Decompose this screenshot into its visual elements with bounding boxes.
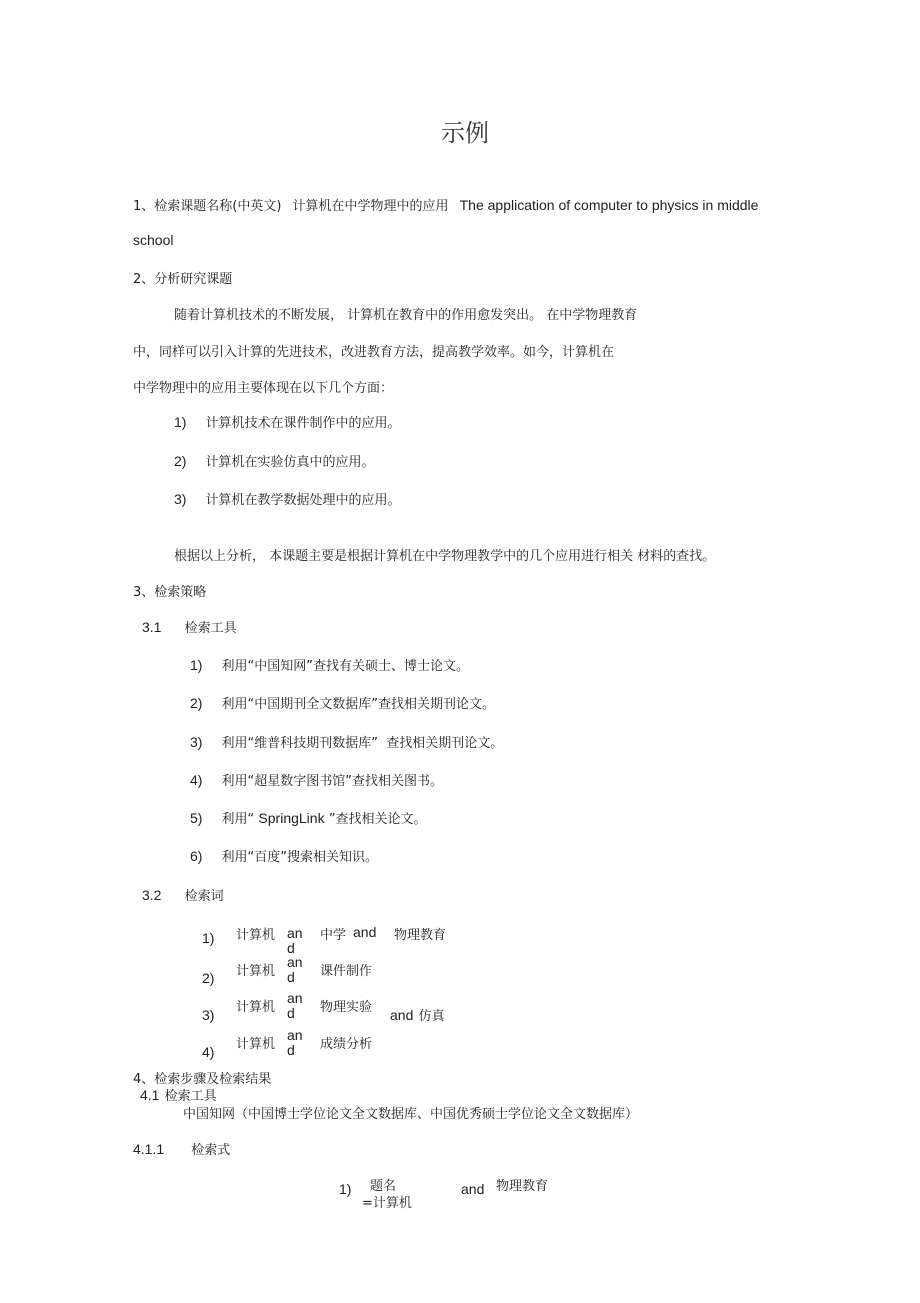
application-item (174, 451, 375, 470)
item-text: 计算机技术在课件制作中的应用。 (205, 416, 401, 431)
term-a: 计算机 (236, 964, 276, 979)
formula-number: 1) (339, 1181, 352, 1197)
tool-item (190, 693, 495, 712)
tool-item (190, 655, 469, 674)
operator-top: an (287, 954, 303, 970)
subsection-3-2 (142, 885, 224, 904)
term-a: 计算机 (236, 1037, 276, 1052)
subsection-4-1-1 (133, 1139, 230, 1158)
item-text: 利用“中国知网”查找有关硕士、博士论文。 (221, 659, 470, 674)
subsection-label: 检索式 (191, 1143, 231, 1158)
section-1-label: 1、检索课题名称(中英文) (133, 199, 282, 214)
application-item (174, 412, 401, 431)
term-number: 3) (202, 1007, 215, 1023)
term-operator (287, 1028, 303, 1058)
subsection-label: 检索词 (184, 889, 224, 904)
item-text-tail: ”查找相关论文。 (324, 812, 427, 827)
subsection-number: 4.1.1 (133, 1141, 165, 1157)
formula-term: 物理教育 (496, 1179, 549, 1194)
item-text: 利用“超星数字图书馆”查找相关图书。 (221, 774, 444, 789)
analysis-paragraph-line-1: 随着计算机技术的不断发展， 计算机在教育中的作用愈发突出。 在中学物理教育 (174, 308, 638, 323)
section-4-heading: 4、检索步骤及检索结果 (133, 1072, 272, 1087)
term-number: 4) (202, 1044, 215, 1060)
item-number: 3) (190, 734, 203, 750)
item-text: 计算机在教学数据处理中的应用。 (205, 493, 401, 508)
term-a: 计算机 (236, 928, 276, 943)
tool-item (190, 808, 426, 827)
section-2-heading: 2、分析研究课题 (133, 272, 233, 287)
term-a: 计算机 (236, 1000, 276, 1015)
operator-bottom: d (287, 969, 295, 985)
term-operator (287, 955, 303, 985)
subsection-label: 检索工具 (164, 1089, 217, 1104)
term-b: 成绩分析 (320, 1037, 373, 1052)
search-tool-description: 中国知网（中国博士学位论文全文数据库、中国优秀硕士学位论文全文数据库） (183, 1107, 639, 1122)
item-text: 利用“ (221, 812, 259, 827)
term-b: 物理实验 (320, 1000, 373, 1015)
analysis-conclusion: 根据以上分析， 本课题主要是根据计算机在中学物理教学中的几个应用进行相关 材料的查找。 (174, 549, 716, 564)
formula-operator: and (461, 1181, 485, 1197)
term-b: 中学 (320, 928, 347, 943)
section-1-cn-title: 计算机在中学物理中的应用 (292, 199, 449, 214)
term-and: and (353, 924, 377, 940)
term-c: 仿真 (418, 1009, 445, 1024)
term-and: and (390, 1007, 414, 1023)
analysis-paragraph-line-3: 中学物理中的应用主要体现在以下几个方面： (133, 381, 394, 396)
item-text: 利用“维普科技期刊数据库” 查找相关期刊论文。 (221, 736, 504, 751)
item-number: 3) (174, 491, 187, 507)
operator-bottom: d (287, 1005, 295, 1021)
subsection-4-1 (140, 1085, 217, 1104)
operator-bottom: d (287, 940, 295, 956)
formula-field: 题名 (370, 1179, 397, 1194)
item-text: 利用“百度”搜索相关知识。 (221, 850, 379, 865)
operator-bottom: d (287, 1042, 295, 1058)
analysis-paragraph-line-2: 中，同样可以引入计算的先进技术，改进教育方法，提高教学效率。如今，计算机在 (133, 345, 615, 360)
item-text: 计算机在实验仿真中的应用。 (205, 455, 375, 470)
term-number: 1) (202, 930, 215, 946)
item-number: 4) (190, 772, 203, 788)
section-3-heading: 3、检索策略 (133, 585, 207, 600)
item-text: 利用“中国期刊全文数据库”查找相关期刊论文。 (221, 697, 496, 712)
tool-item (190, 846, 378, 865)
subsection-number: 3.1 (142, 619, 162, 635)
item-number: 2) (174, 453, 187, 469)
operator-top: an (287, 990, 303, 1006)
subsection-label: 检索工具 (184, 621, 237, 636)
term-and-c (390, 1005, 444, 1024)
formula-value: =计算机 (362, 1196, 412, 1211)
subsection-number: 3.2 (142, 887, 162, 903)
section-1-en-title: The application of computer to physics in middle (459, 197, 759, 213)
operator-top: an (287, 925, 303, 941)
term-c: 物理教育 (394, 928, 447, 943)
item-number: 5) (190, 810, 203, 826)
term-operator (287, 991, 303, 1021)
section-1-en-title-cont: school (133, 232, 174, 248)
item-number: 6) (190, 848, 203, 864)
page-title: 示例 (441, 119, 489, 147)
subsection-number: 4.1 (140, 1087, 160, 1103)
subsection-3-1 (142, 617, 237, 636)
term-b: 课件制作 (320, 964, 373, 979)
springlink-name: SpringLink (258, 810, 325, 826)
tool-item (190, 732, 503, 751)
tool-item (190, 770, 443, 789)
term-operator (287, 925, 303, 956)
term-number: 2) (202, 970, 215, 986)
item-number: 2) (190, 695, 203, 711)
operator-top: an (287, 1027, 303, 1043)
section-1-line (133, 195, 758, 214)
item-number: 1) (190, 657, 203, 673)
application-item (174, 489, 401, 508)
item-number: 1) (174, 414, 187, 430)
